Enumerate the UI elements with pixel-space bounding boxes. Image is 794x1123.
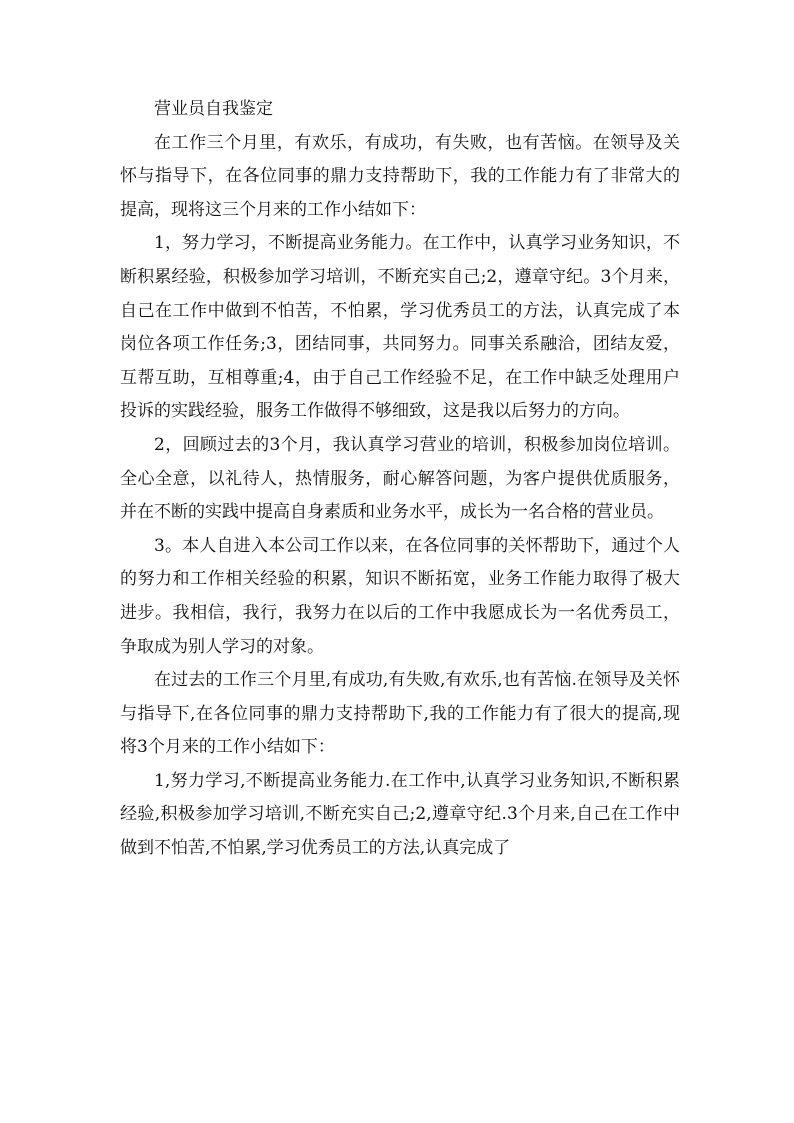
document-body xyxy=(120,93,680,866)
paragraph-2: 1，努力学习，不断提高业务能力。在工作中，认真学习业务知识，不断积累经验，积极参加学习培训，不断充实自己;2，遵章守纪。3个月来，自己在工作中做到不怕苦，不怕累，学习优秀员工的方法，认真完成了本岗位各项工作任务;3，团结同事，共同努力。同事关系融洽，团结友爱，互帮互助，互相尊重;4，由于自己工作经验不足，在工作中缺乏处理用户投诉的实践经验，服务工作做得不够细致，这是我以后努力的方向。 xyxy=(120,233,680,422)
paragraph-3: 2，回顾过去的3个月，我认真学习营业的培训，积极参加岗位培训。全心全意，以礼待人，热情服务，耐心解答问题，为客户提供优质服务，并在不断的实践中提高自身素质和业务水平，成长为一名合格的营业员。 xyxy=(120,434,680,523)
paragraph-6: 1,努力学习,不断提高业务能力.在工作中,认真学习业务知识,不断积累经验,积极参加学习培训,不断充实自己;2,遵章守纪.3个月来,自己在工作中做到不怕苦,不怕累,学习优秀员工的方法,认真完成了 xyxy=(120,770,680,859)
paragraph-1: 在工作三个月里，有欢乐，有成功，有失败，也有苦恼。在领导及关怀与指导下，在各位同事的鼎力支持帮助下，我的工作能力有了非常大的提高，现将这三个月来的工作小结如下： xyxy=(120,132,680,220)
document-title: 营业员自我鉴定 xyxy=(154,99,273,119)
paragraph-4: 3。本人自进入本公司工作以来，在各位同事的关怀帮助下，通过个人的努力和工作相关经验的积累，知识不断拓宽，业务工作能力取得了极大进步。我相信，我行，我努力在以后的工作中我愿成长为一名优秀员工，争取成为别人学习的对象。 xyxy=(120,535,680,657)
paragraph-5: 在过去的工作三个月里,有成功,有失败,有欢乐,也有苦恼.在领导及关怀与指导下,在各位同事的鼎力支持帮助下,我的工作能力有了很大的提高,现将3个月来的工作小结如下： xyxy=(120,670,680,758)
